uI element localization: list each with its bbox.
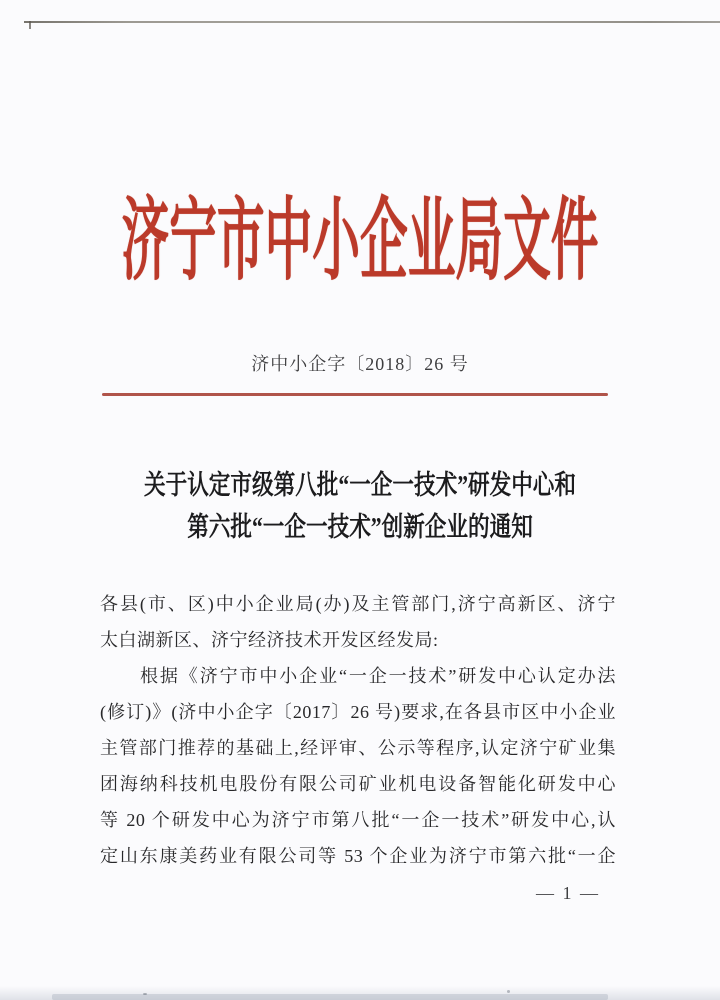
body-line: 根据《济宁市中小企业“一企一技术”研发中心认定办法 [140,666,616,686]
document-title-line-1-text: 关于认定市级第八批“一企一技术”研发中心和 [144,470,576,500]
scan-artifact-speck [507,990,510,993]
agency-title: 济宁市中小企业局文件 [121,192,599,291]
scan-artifact-speck [143,993,147,995]
body-line: 主管部门推荐的基础上,经评审、公示等程序,认定济宁矿业集 [100,738,616,758]
scan-artifact-top-tick [29,21,31,29]
body-line: 团海纳科技机电股份有限公司矿业机电设备智能化研发中心 [100,774,616,794]
body-line: 定山东康美药业有限公司等 53 个企业为济宁市第六批“一企 [100,846,616,866]
body-line: 等 20 个研发中心为济宁市第八批“一企一技术”研发中心,认 [100,810,616,830]
body-line: (修订)》(济中小企字〔2017〕26 号)要求,在各县市区中小企业 [100,702,616,722]
body-line: 太白湖新区、济宁经济技术开发区经发局: [100,630,439,650]
document-title [0,464,720,548]
scan-artifact-top-line [24,21,720,23]
scan-artifact-bottom-bar [52,994,608,1000]
document-body [100,586,616,874]
document-title-line-2 [0,506,720,548]
page-number: — 1 — [536,883,600,903]
body-line: 各县(市、区)中小企业局(办)及主管部门,济宁高新区、济宁 [100,594,616,614]
document-title-line-2-text: 第六批“一企一技术”创新企业的通知 [187,512,533,542]
letterhead [0,190,720,294]
red-separator-rule [102,393,608,396]
document-title-line-1 [0,464,720,506]
document-number: 济中小企字〔2018〕26 号 [251,354,469,374]
